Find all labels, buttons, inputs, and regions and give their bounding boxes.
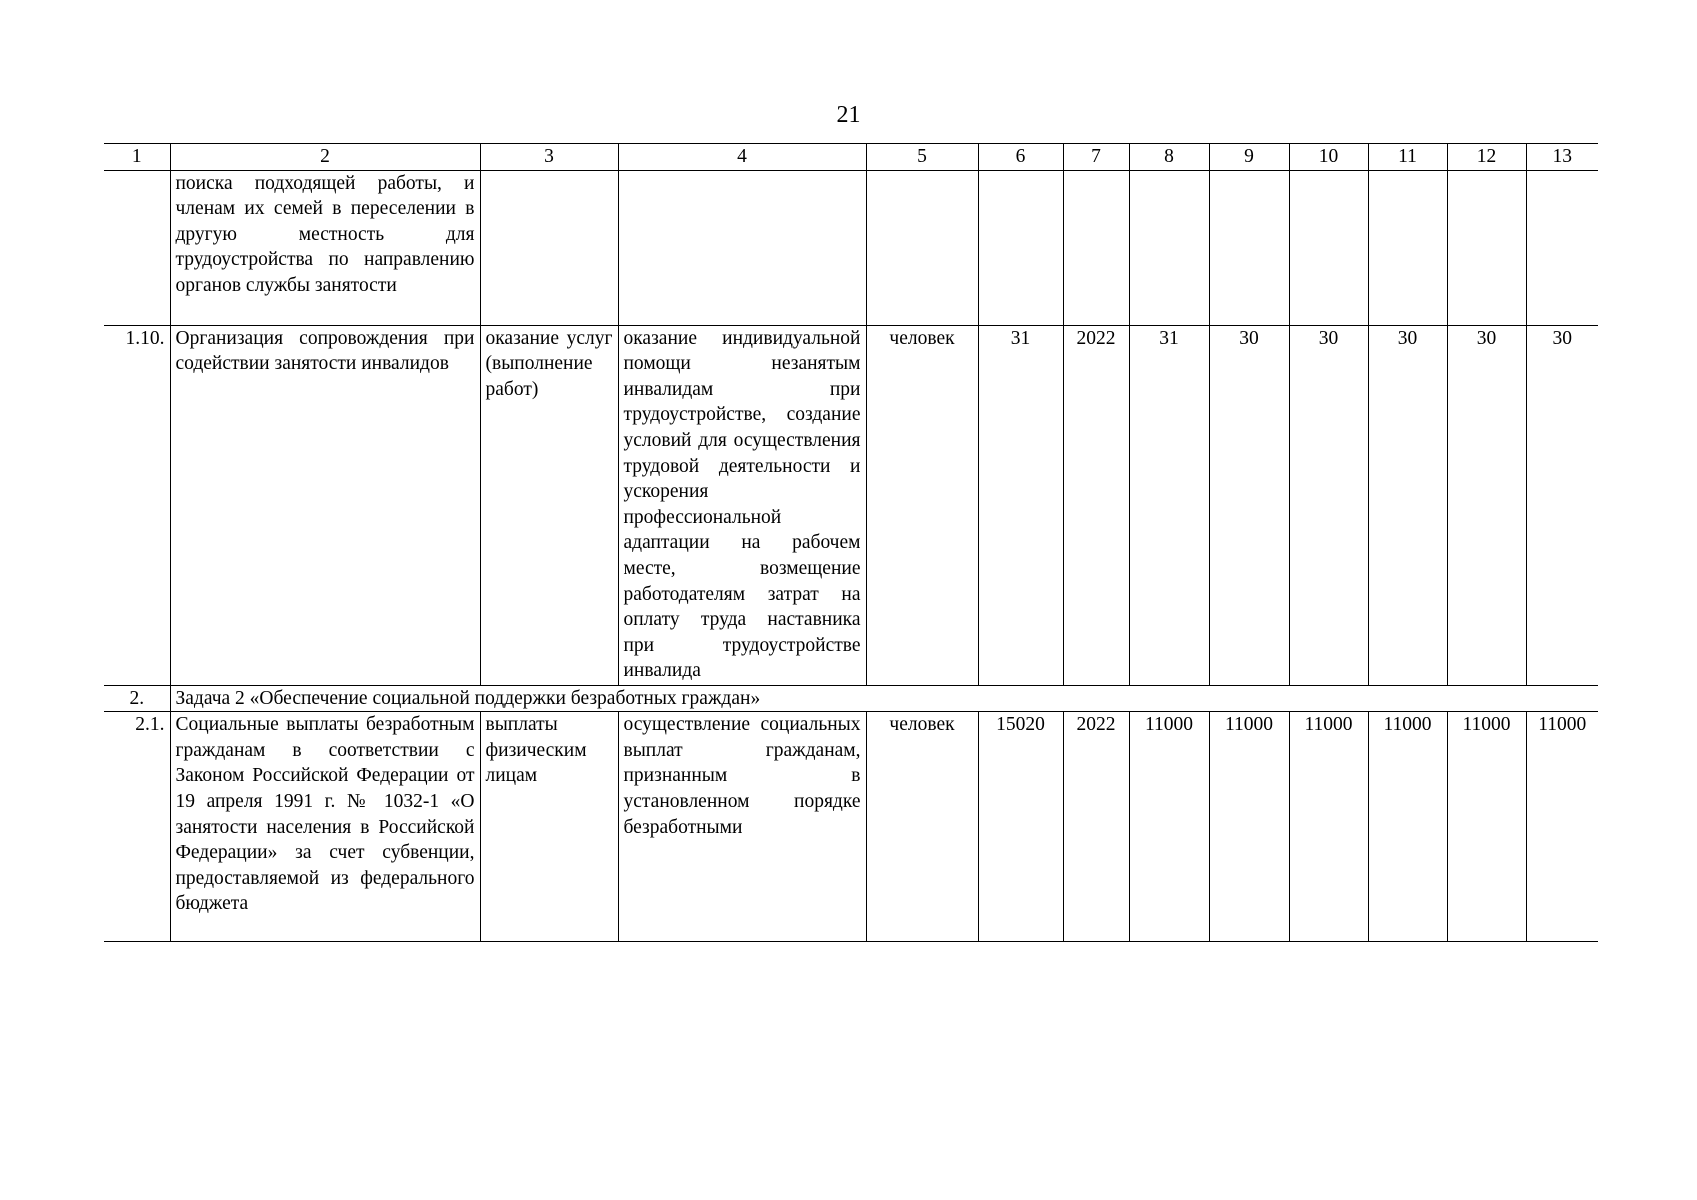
cell-value: 11000 [1447, 712, 1526, 942]
cell-value [1289, 170, 1368, 325]
cell-value: 30 [1526, 325, 1598, 685]
table-row-continuation [104, 170, 1598, 325]
cell-num: 2.1. [104, 712, 170, 942]
cell-value: 30 [1368, 325, 1447, 685]
cell-value: 2022 [1063, 712, 1129, 942]
header-cell: 8 [1129, 144, 1209, 171]
header-row [104, 144, 1598, 171]
cell-value [1129, 170, 1209, 325]
program-table [104, 143, 1598, 942]
header-cell: 9 [1209, 144, 1289, 171]
cell-value [1209, 170, 1289, 325]
cell-value: 11000 [1289, 712, 1368, 942]
cell-type [480, 170, 618, 325]
cell-unit [866, 170, 978, 325]
table-row-1-10 [104, 325, 1598, 685]
cell-task-title: Задача 2 «Обеспечение социальной поддержки безработных граждан» [170, 685, 1598, 712]
cell-value: 11000 [1129, 712, 1209, 942]
cell-name: Организация сопровождения при содействии занятости инвалидов [170, 325, 480, 685]
table-row-task-2 [104, 685, 1598, 712]
header-cell: 4 [618, 144, 866, 171]
cell-type: выплаты физическим лицам [480, 712, 618, 942]
cell-value: 2022 [1063, 325, 1129, 685]
cell-value [1368, 170, 1447, 325]
header-cell: 10 [1289, 144, 1368, 171]
cell-name: поиска подходящей работы, и членам их семей в переселении в другую местность для трудоустройства по направлению органов службы занятости [170, 170, 480, 325]
header-cell: 5 [866, 144, 978, 171]
cell-num: 1.10. [104, 325, 170, 685]
header-cell: 1 [104, 144, 170, 171]
page-number: 21 [836, 102, 861, 128]
header-cell: 7 [1063, 144, 1129, 171]
cell-value: 30 [1447, 325, 1526, 685]
header-cell: 6 [978, 144, 1063, 171]
cell-value: 30 [1209, 325, 1289, 685]
header-cell: 11 [1368, 144, 1447, 171]
cell-content: оказание индивидуальной помощи незанятым инвалидам при трудоустройстве, создание условий для осуществления трудовой деятельности и ускорения профессиональной адаптации на рабочем месте, возмещение работодателям затрат на оплату труда наставника при трудоустройстве инвалида [618, 325, 866, 685]
cell-value: 11000 [1526, 712, 1598, 942]
cell-content [618, 170, 866, 325]
cell-unit: человек [866, 712, 978, 942]
cell-num [104, 170, 170, 325]
cell-value [1526, 170, 1598, 325]
table-row-2-1 [104, 712, 1598, 942]
cell-value [1447, 170, 1526, 325]
header-cell: 13 [1526, 144, 1598, 171]
cell-value [1063, 170, 1129, 325]
cell-value: 31 [1129, 325, 1209, 685]
header-cell: 2 [170, 144, 480, 171]
cell-unit: человек [866, 325, 978, 685]
cell-value: 11000 [1209, 712, 1289, 942]
cell-num: 2. [104, 685, 170, 712]
header-cell: 3 [480, 144, 618, 171]
cell-value: 31 [978, 325, 1063, 685]
cell-value: 15020 [978, 712, 1063, 942]
cell-name: Социальные выплаты безработным гражданам в соответствии с Законом Российской Федерации от 19 апреля 1991 г. № 1032-1 «О занятости населения в Российской Федерации» за счет субвенции, предоставляемой из федерального бюджета [170, 712, 480, 942]
cell-type: оказание услуг (выполнение работ) [480, 325, 618, 685]
cell-value: 30 [1289, 325, 1368, 685]
cell-value: 11000 [1368, 712, 1447, 942]
header-cell: 12 [1447, 144, 1526, 171]
cell-value [978, 170, 1063, 325]
cell-content: осуществление социальных выплат гражданам, признанным в установленном порядке безработными [618, 712, 866, 942]
